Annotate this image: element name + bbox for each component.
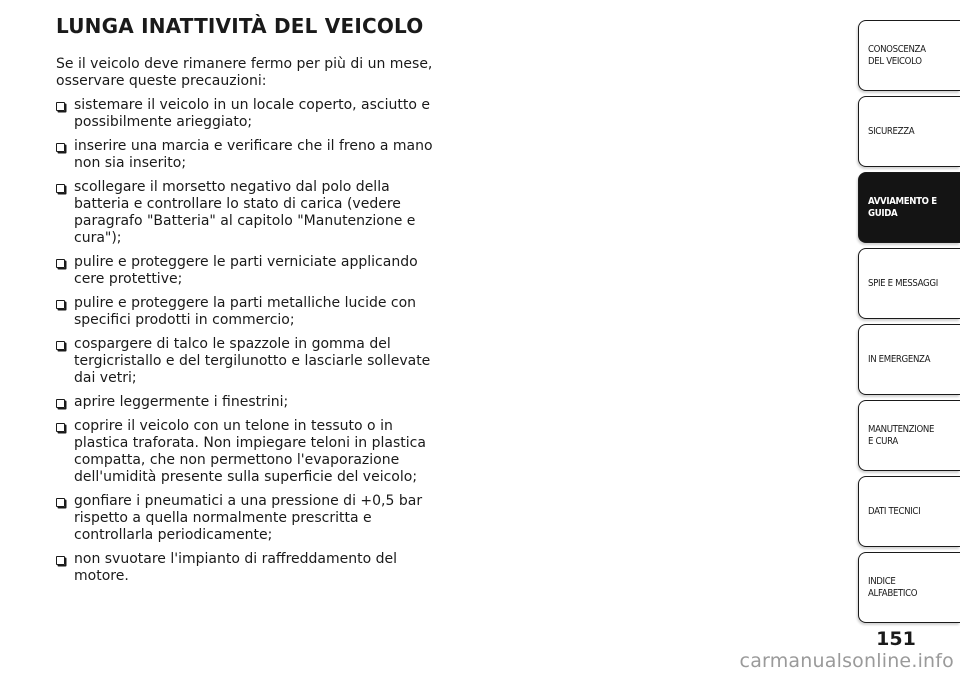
list-item-text: cospargere di talco le spazzole in gomma del tergicristallo e del tergilunotto e lasciarle sollevate dai vetri; [74,336,431,386]
tab-label: AVVIAMENTO E GUIDA [868,195,937,219]
precautions-list [56,97,446,592]
list-item [56,138,446,172]
list-item [56,418,446,486]
checkbox-bullet-icon [56,498,65,507]
list-item [56,295,446,329]
watermark-text: carmanualsonline.info [739,650,954,672]
checkbox-bullet-icon [56,300,65,309]
list-item [56,179,446,247]
list-item [56,336,446,387]
tab-label: DATI TECNICI [868,505,921,517]
list-item-text: pulire e proteggere le parti verniciate applicando cere protettive; [74,254,418,287]
list-item [56,254,446,288]
intro-paragraph: Se il veicolo deve rimanere fermo per più di un mese, osservare queste precauzioni: [56,56,433,89]
list-item-text: inserire una marcia e verificare che il freno a mano non sia inserito; [74,138,433,171]
checkbox-bullet-icon [56,143,65,152]
checkbox-bullet-icon [56,341,65,350]
list-item-text: scollegare il morsetto negativo dal polo della batteria e controllare lo stato di carica (vedere paragrafo "Batteria" al capitolo "Manutenzione e cura"); [74,179,416,246]
tab-sicurezza[interactable] [858,96,960,167]
tab-indice-alfabetico[interactable] [858,552,960,623]
tab-label: INDICE ALFABETICO [868,575,918,599]
checkbox-bullet-icon [56,399,65,408]
list-item-text: coprire il veicolo con un telone in tessuto o in plastica traforata. Non impiegare teloni in plastica compatta, che non permettono l'evaporazione dell'umidità presente sulla superficie del veicolo; [74,418,426,485]
tab-spie-e-messaggi[interactable] [858,248,960,319]
tab-avviamento-e-guida[interactable] [858,172,960,243]
checkbox-bullet-icon [56,102,65,111]
page-number: 151 [876,628,916,650]
tab-conoscenza-del-veicolo[interactable] [858,20,960,91]
tab-label: CONOSCENZA DEL VEICOLO [868,43,926,67]
list-item [56,551,446,585]
checkbox-bullet-icon [56,259,65,268]
list-item [56,394,446,411]
tab-label: IN EMERGENZA [868,353,931,365]
checkbox-bullet-icon [56,184,65,193]
list-item-text: gonfiare i pneumatici a una pressione di +0,5 bar rispetto a quella normalmente prescritta e controllarla periodicamente; [74,493,423,543]
tab-in-emergenza[interactable] [858,324,960,395]
list-item [56,493,446,544]
page-title: LUNGA INATTIVITÀ DEL VEICOLO [56,14,424,38]
tab-manutenzione-e-cura[interactable] [858,400,960,471]
tab-dati-tecnici[interactable] [858,476,960,547]
list-item-text: pulire e proteggere la parti metalliche lucide con specifici prodotti in commercio; [74,295,417,328]
list-item [56,97,446,131]
list-item-text: sistemare il veicolo in un locale coperto, asciutto e possibilmente arieggiato; [74,97,431,130]
list-item-text: non svuotare l'impianto di raffreddamento del motore. [74,551,397,584]
checkbox-bullet-icon [56,423,65,432]
tab-label: MANUTENZIONE E CURA [868,423,935,447]
checkbox-bullet-icon [56,556,65,565]
tab-label: SICUREZZA [868,125,915,137]
list-item-text: aprire leggermente i finestrini; [74,394,289,410]
chapter-tabs [858,20,960,628]
tab-label: SPIE E MESSAGGI [868,277,938,289]
